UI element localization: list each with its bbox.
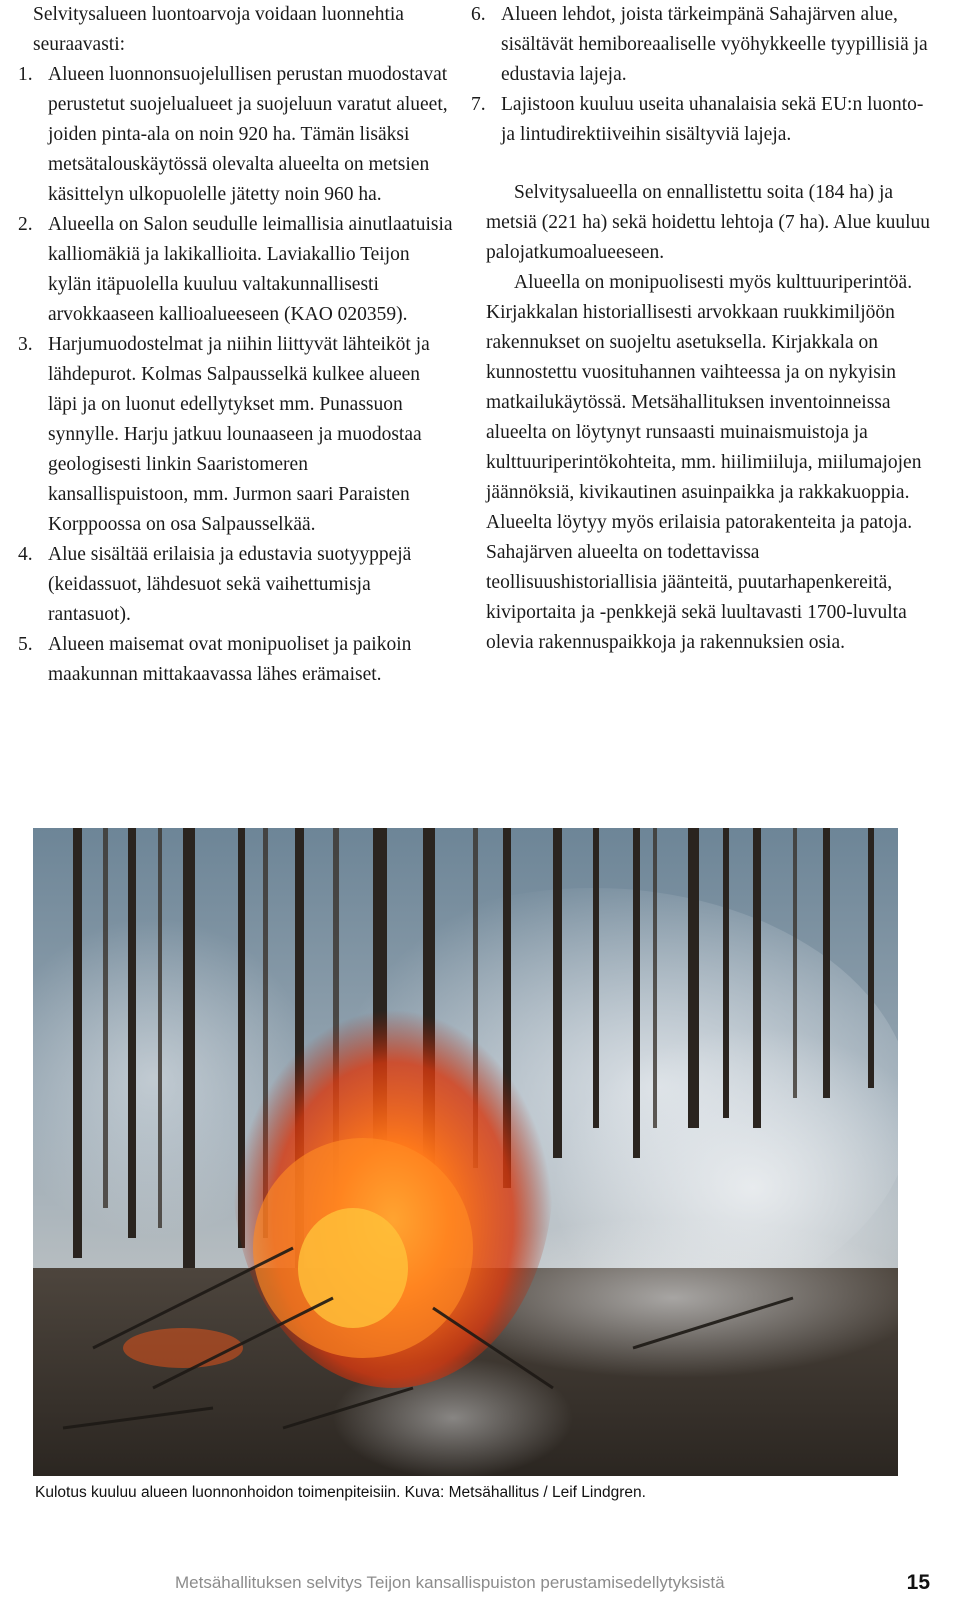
page-number: 15 (906, 1571, 930, 1594)
paragraph-cultural-heritage: Alueella on monipuolisesti myös kulttuuriperintöä. Kirjakkalan historiallisesti arvokkaan ruukkimiljöön rakennukset on suojeltu asetuksella. Kirjakkala on kunnostettu vuosituhannen vaihteessa ja on nykyisin matkailukäytössä. Metsähallituksen inventoinneissa alueelta on löytynyt runsaasti muinaismuistoja ja kulttuuriperintökohteita, mm. hiilimiiluja, miilumajojen jäännöksiä, kivikautinen asuinpaikka ja rakkakuoppia. Alueelta löytyy myös erilaisia patorakenteita ja patoja. Sahajärven alueelta on todettavissa teollisuushistoriallisia jäänteitä, puutarhapenkereitä, kiviportaita ja -penkkejä sekä luultavasti 1700-luvulta olevia rakennuspaikkoja ja rakennuksien osia. (486, 272, 922, 653)
list-item: 3. Harjumuodostelmat ja niihin liittyvät lähteiköt ja lähdepurot. Kolmas Salpausselkä kulkee alueen läpi ja on luonut edellytykset mm. Punassuon synnylle. Harju jatkuu lounaaseen ja muodostaa geologisesti linkin Saaristomeren kansallispuistoon, mm. Jurmon saari Paraisten Korppoossa on osa Salpausselkää. (18, 334, 430, 535)
list-item: 5. Alueen maisemat ovat monipuoliset ja paikoin maakunnan mittakaavassa lähes erämaiset. (18, 634, 412, 685)
left-column (18, 0, 453, 690)
list-item: 7. Lajistoon kuuluu useita uhanalaisia sekä EU:n luonto- ja lintudirektiiveihin sisältyviä lajeja. (471, 94, 924, 145)
values-list-right (471, 0, 931, 150)
paragraph-restoration: Selvitysalueella on ennallistettu soita (184 ha) ja metsiä (221 ha) sekä hoidettu lehtoja (7 ha). Alue kuuluu palojatkumoalueeseen. (486, 182, 931, 263)
values-list-left (18, 60, 453, 690)
footer-title: Metsähallituksen selvitys Teijon kansallispuiston perustamisedellytyksistä (175, 1573, 725, 1592)
photo-caption: Kulotus kuuluu alueen luonnonhoidon toimenpiteisiin. Kuva: Metsähallitus / Leif Lindgren. (35, 1484, 646, 1501)
right-column (471, 0, 931, 658)
list-item: 6. Alueen lehdot, joista tärkeimpänä Sahajärven alue, sisältävät hemiboreaaliselle vyöhykkeelle tyypillisiä ja edustavia lajeja. (471, 4, 928, 85)
list-item: 4. Alue sisältää erilaisia ja edustavia suotyyppejä (keidassuot, lähdesuot sekä vaihettumisja rantasuot). (18, 544, 412, 625)
intro-text: Selvitysalueen luontoarvoja voidaan luonnehtia seuraavasti: (33, 4, 404, 55)
forest-fire-photo (33, 828, 898, 1476)
list-item: 2. Alueella on Salon seudulle leimallisia ainutlaatuisia kalliomäkiä ja lakikallioita. Laviakallio Teijon kylän itäpuolella kuuluu valtakunnallisesti arvokkaaseen kallioalueeseen (KAO 020359). (18, 214, 453, 325)
list-item: 1. Alueen luonnonsuojelullisen perustan muodostavat perustetut suojelualueet ja suojeluun varatut alueet, joiden pinta-ala on noin 920 ha. Tämän lisäksi metsätalouskäytössä olevalta alueelta on metsien käsittelyn ulkopuolelle jätetty noin 960 ha. (18, 64, 448, 205)
